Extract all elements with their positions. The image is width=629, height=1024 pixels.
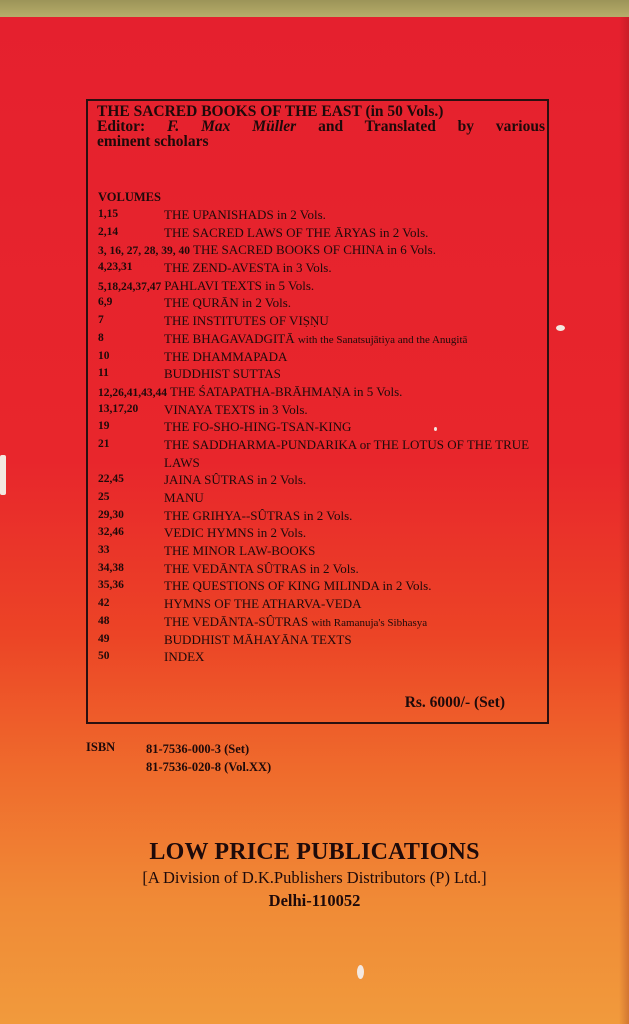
volume-numbers: 34,38 (98, 561, 124, 574)
volume-numbers: 25 (98, 491, 110, 504)
volume-numbers: 33 (98, 544, 110, 557)
volume-title: THE SADDHARMA-PUNDARIKA or THE LOTUS OF THE TRUE LAWS (164, 436, 530, 470)
volume-note: with Ramanuja's Sibhasya (311, 616, 428, 629)
volume-numbers: 48 (98, 614, 110, 627)
volume-row (98, 241, 546, 259)
volume-title: BUDDHIST MĀHAYĀNA TEXTS (164, 631, 352, 647)
volume-row (98, 489, 546, 507)
translators-line: eminent scholars (97, 133, 209, 150)
volume-title: INDEX (164, 649, 205, 665)
volume-numbers: 11 (98, 367, 109, 380)
volume-title: BUDDHIST SUTTAS (164, 366, 281, 382)
volume-row (98, 595, 546, 613)
cover-wear-mark (0, 455, 6, 495)
publisher-city: Delhi-110052 (268, 891, 361, 910)
volume-numbers: 10 (98, 349, 110, 362)
editor-suffix: and Translated by various (318, 118, 546, 135)
volume-row (98, 277, 546, 295)
volume-row (98, 542, 546, 560)
volume-title: PAHLAVI TEXTS in 5 Vols. (164, 277, 315, 293)
volume-row (98, 560, 546, 578)
volume-numbers: 12,26,41,43,44 (98, 386, 167, 399)
cover-wear-mark (357, 965, 364, 979)
series-title: THE SACRED BOOKS OF THE EAST (in 50 Vols.) (97, 103, 444, 120)
volume-numbers: 13,17,20 (98, 402, 139, 415)
set-price: Rs. 6000/- (Set) (404, 694, 505, 711)
volume-row (98, 401, 546, 419)
volume-row (98, 259, 546, 277)
volume-title: VEDIC HYMNS in 2 Vols. (164, 525, 307, 541)
volume-row (98, 648, 546, 666)
volume-numbers: 19 (98, 420, 110, 433)
isbn-set: 81-7536-000-3 (Set) (146, 742, 250, 756)
volume-title: HYMNS OF THE ATHARVA-VEDA (164, 596, 362, 612)
volume-row (98, 418, 546, 436)
volume-list (98, 206, 546, 666)
volume-numbers: 21 (98, 437, 110, 450)
publisher-division: [A Division of D.K.Publishers Distributors (P) Ltd.] (142, 868, 487, 887)
volume-title: JAINA SÛTRAS in 2 Vols. (164, 472, 307, 488)
volume-row (98, 224, 546, 242)
volume-numbers: 22,45 (98, 473, 124, 486)
isbn-volume: 81-7536-020-8 (Vol.XX) (146, 760, 272, 774)
volume-title: MANU (164, 490, 204, 506)
volume-title: THE SACRED BOOKS OF CHINA in 6 Vols. (193, 242, 436, 258)
volume-row (98, 471, 546, 489)
volume-numbers: 4,23,31 (98, 261, 133, 274)
publisher-block (0, 839, 629, 911)
volume-row (98, 348, 546, 366)
volume-row (98, 436, 546, 471)
volume-title: THE FO-SHO-HING-TSAN-KING (164, 419, 352, 435)
volume-numbers: 50 (98, 650, 110, 663)
volume-numbers: 49 (98, 632, 110, 645)
volume-row (98, 365, 546, 383)
volume-row (98, 507, 546, 525)
volume-numbers: 3, 16, 27, 28, 39, 40 (98, 245, 190, 258)
volume-numbers: 1,15 (98, 208, 119, 220)
volume-row (98, 294, 546, 312)
volume-title: THE UPANISHADS in 2 Vols. (164, 207, 326, 222)
isbn-numbers (146, 740, 271, 776)
volume-numbers: 6,9 (98, 296, 113, 309)
volume-title: THE QUESTIONS OF KING MILINDA in 2 Vols. (164, 578, 432, 594)
volume-title: THE VEDĀNTA SÛTRAS in 2 Vols. (164, 560, 359, 576)
volume-numbers: 29,30 (98, 508, 124, 521)
series-header (97, 104, 545, 149)
volume-numbers: 35,36 (98, 579, 124, 592)
volume-row (98, 613, 546, 631)
volume-row (98, 383, 546, 401)
cover-top-edge (0, 0, 629, 17)
volume-numbers: 5,18,24,37,47 (98, 280, 162, 293)
publisher-name: LOW PRICE PUBLICATIONS (149, 839, 480, 865)
volume-title: VINAYA TEXTS in 3 Vols. (164, 401, 308, 417)
cover-wear-mark (556, 325, 565, 331)
editor-name: F. Max Müller (167, 118, 297, 135)
volume-numbers: 42 (98, 597, 110, 610)
volume-row (98, 577, 546, 595)
volume-title: THE DHAMMAPADA (164, 348, 288, 364)
volumes-heading: VOLUMES (98, 190, 161, 204)
volume-title: THE VEDĀNTA-SÛTRAS (164, 613, 309, 629)
cover-wear-mark (434, 427, 437, 431)
volume-title: THE ZEND-AVESTA in 3 Vols. (164, 260, 332, 276)
volume-note: with the Sanatsujātiya and the Anugitā (297, 333, 468, 346)
volume-row (98, 312, 546, 330)
volume-row (98, 206, 546, 224)
volume-title: THE MINOR LAW-BOOKS (164, 543, 316, 559)
isbn-label: ISBN (86, 740, 116, 754)
volume-title: THE GRIHYA--SÛTRAS in 2 Vols. (164, 507, 353, 523)
volume-numbers: 32,46 (98, 526, 124, 539)
volume-row (98, 631, 546, 649)
editor-prefix: Editor: (97, 118, 146, 135)
volume-title: THE ŚATAPATHA-BRĀHMAṆA in 5 Vols. (170, 383, 403, 399)
volume-title: THE QURĀN in 2 Vols. (164, 295, 292, 311)
volume-row (98, 330, 546, 348)
volume-title: THE SACRED LAWS OF THE ĀRYAS in 2 Vols. (164, 224, 429, 240)
volume-numbers: 2,14 (98, 225, 119, 238)
volume-title: THE BHAGAVADGITĀ (164, 330, 295, 346)
volume-row (98, 524, 546, 542)
volume-numbers: 7 (98, 314, 104, 327)
volume-numbers: 8 (98, 331, 104, 344)
volume-title: THE INSTITUTES OF VIṢṆU (164, 313, 329, 329)
editor-line (97, 119, 545, 134)
